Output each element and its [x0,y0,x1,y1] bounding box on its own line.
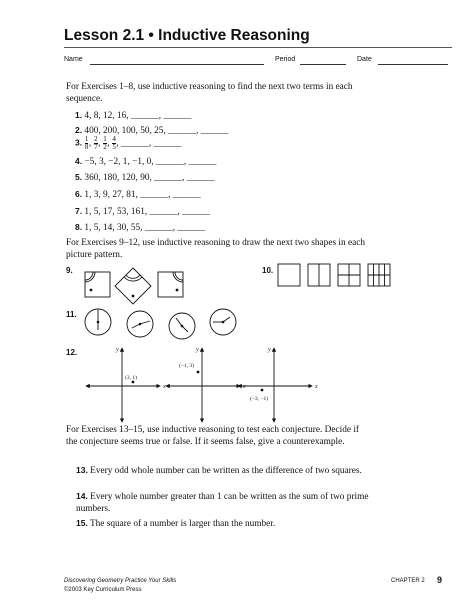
footer-copyright: ©2003 Key Curriculum Press [64,587,142,593]
exercise-number: 1. [75,110,83,120]
exercise-number: 5. [75,172,83,182]
sequence-text: 400, 200, 100, 50, 25, ______, ______ [84,126,229,136]
period-field[interactable] [300,64,346,65]
x-axis-label: x [243,384,246,390]
y-axis-label: y [268,347,271,353]
point-3-1 [132,381,135,384]
exercise-12-graphs [84,344,324,424]
exercise-10-label: 10. [262,266,274,275]
point-neg3-neg1 [261,389,264,392]
conjecture-text: Every odd whole number can be written as the difference of two squares. [90,466,362,476]
page-number: 9 [437,575,443,585]
fraction-num: 1 [84,135,89,143]
exercise-8 [75,222,205,233]
sequence-text: 360, 180, 120, 90, ______, ______ [84,173,215,183]
name-field[interactable] [90,64,264,65]
x-axis-label: x [315,384,318,390]
point-label: (−3, −1) [250,396,269,402]
exercise-number: 4. [75,156,83,166]
sequence-text: 1, 3, 9, 27, 81, ______, ______ [84,190,201,200]
instructions-1-8: For Exercises 1–8, use inductive reasoning to find the next two terms in each sequence. [66,82,353,104]
exercise-15 [76,518,376,531]
corner-arc [126,275,140,278]
footer-book-title: Discovering Geometry Practice Your Skills [64,578,177,584]
sequence-text: −5, 3, −2, 1, −1, 0, ______, ______ [84,157,217,167]
exercise-7 [75,206,210,217]
pattern-square-1 [85,272,110,297]
fraction-den: 5 [112,143,116,151]
exercise-number: 3. [75,137,83,148]
exercise-number: 15. [76,518,88,528]
exercise-10-pattern [276,262,396,288]
exercise-9-pattern [80,268,190,304]
corner-arc [85,272,95,282]
exercise-number: 8. [75,222,83,232]
exercise-6 [75,189,201,200]
exercise-4 [75,156,216,167]
fraction-den: 8 [84,143,89,151]
pattern-dot [132,295,135,298]
exercise-3: 3. $\frac{1}{8}$ , $\frac{2}{7}$ , $\frac{1}{2}$ , $\frac{4}{5}$ , ______, ______ [75,135,182,151]
corner-arc [173,272,183,282]
date-label: Date [357,56,372,63]
exercise-number: 2. [75,125,83,135]
sequence-tail: , ______, ______ [116,138,182,149]
pattern-dot [176,289,179,292]
sequence-text: 1, 5, 17, 53, 161, ______, ______ [84,207,210,217]
footer-chapter: CHAPTER 2 [391,578,425,584]
exercise-1 [75,110,191,121]
y-axis-label: y [116,347,119,353]
exercise-number: 13. [76,465,88,475]
x-axis-label: x [163,384,166,390]
conjecture-text: The square of a number is larger than the number. [89,519,276,529]
date-field[interactable] [378,64,448,65]
exercise-number: 14. [76,491,88,501]
exercise-2 [75,125,229,136]
point-label: (3, 1) [125,375,137,381]
sequence-text: 4, 8, 12, 16, ______, ______ [84,111,192,121]
exercise-12-label: 12. [66,348,78,357]
exercise-number: 6. [75,189,83,199]
fraction-num: 1 [103,135,107,143]
exercise-9-label: 9. [66,266,73,275]
fraction-num: 4 [112,135,116,143]
sequence-text: 1, 5, 14, 30, 55, ______, ______ [84,223,206,233]
fraction-den: 7 [94,143,98,151]
y-axis-label: y [196,347,199,353]
title-rule [64,47,452,48]
exercise-number: 7. [75,206,83,216]
exercise-13 [76,465,376,478]
corner-arc [124,277,142,281]
point-neg1-3 [197,371,200,374]
pattern-diamond [115,268,151,304]
page-title: Lesson 2.1 • Inductive Reasoning [64,27,310,44]
fraction-den: 2 [103,143,107,151]
point-label: (−1, 3) [179,363,195,369]
fraction [85,136,89,151]
fraction [94,136,98,151]
pattern-square-3 [158,272,183,297]
instructions-13-15: For Exercises 13–15, use inductive reasoning to test each conjecture. Decide if the conjecture seems true or false. If it seems false, give a counterexample. [66,425,360,447]
name-label: Name [64,56,83,63]
pattern-dot [90,289,93,292]
exercise-11-pattern [80,304,240,344]
fraction-num: 2 [94,135,98,143]
conjecture-text: Every whole number greater than 1 can be written as the sum of two prime numbers. [76,492,369,514]
pattern-square-1 [278,264,300,286]
period-label: Period [275,56,296,63]
exercise-11-label: 11. [66,310,77,319]
fraction [103,136,107,151]
exercise-14 [76,491,376,515]
instructions-9-12: For Exercises 9–12, use inductive reasoning to draw the next two shapes in each picture pattern. [66,238,365,260]
exercise-5 [75,172,215,183]
